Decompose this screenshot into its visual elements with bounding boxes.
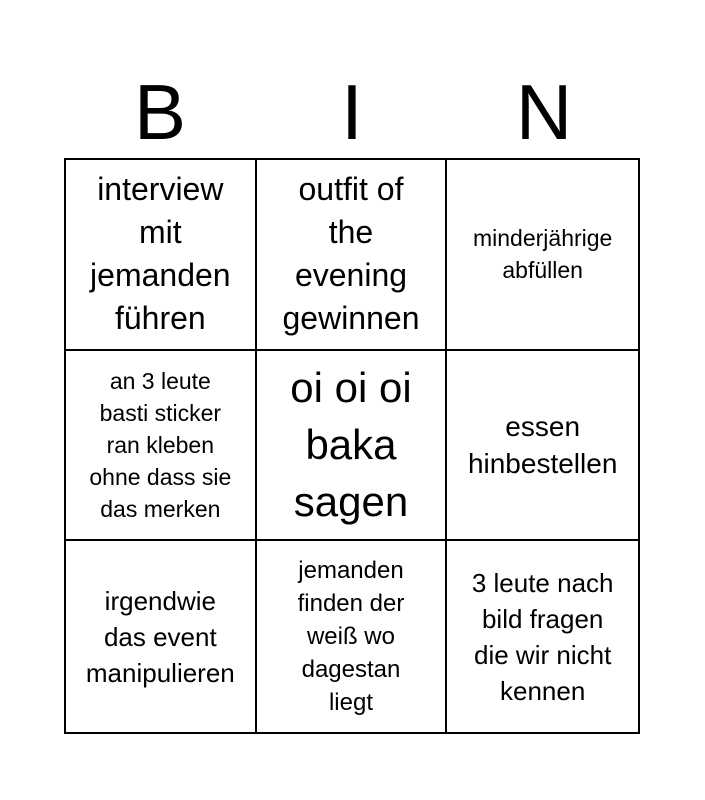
header-letter-i: I: [341, 68, 363, 156]
bingo-cell-r2c2[interactable]: [257, 351, 448, 542]
header-letter-n: N: [515, 68, 573, 156]
bingo-cell-text: irgendwie das event manipulieren: [85, 585, 235, 688]
bingo-cell-text: oi oi oi baka sagen: [290, 364, 412, 526]
bingo-cell-text: essen hinbestellen: [467, 410, 618, 479]
bingo-cell-r2c3[interactable]: [447, 351, 638, 542]
bingo-cell-r1c3[interactable]: [447, 160, 638, 351]
bingo-cell-text: 3 leute nach bild fragen die wir nicht kennen: [471, 567, 614, 706]
bingo-cell-r2c1[interactable]: [66, 351, 257, 542]
bingo-cell-r3c1[interactable]: [66, 541, 257, 732]
bingo-cell-r3c2[interactable]: [257, 541, 448, 732]
bingo-cell-text: outfit of the evening gewinnen: [282, 171, 420, 337]
bingo-cell-text: jemanden finden der weiß wo dagestan liegt: [297, 557, 405, 717]
bingo-cell-r1c1[interactable]: [66, 160, 257, 351]
header-letter-b: B: [133, 68, 187, 156]
bingo-header: [64, 66, 640, 158]
bingo-cell-text: minderjährige abfüllen: [472, 225, 613, 284]
bingo-cell-text: interview mit jemanden führen: [90, 171, 231, 337]
bingo-grid: [64, 158, 640, 734]
bingo-cell-text: an 3 leute basti sticker ran kleben ohne dass sie das merken: [89, 367, 232, 522]
bingo-cell-r1c2[interactable]: [257, 160, 448, 351]
bingo-cell-r3c3[interactable]: [447, 541, 638, 732]
